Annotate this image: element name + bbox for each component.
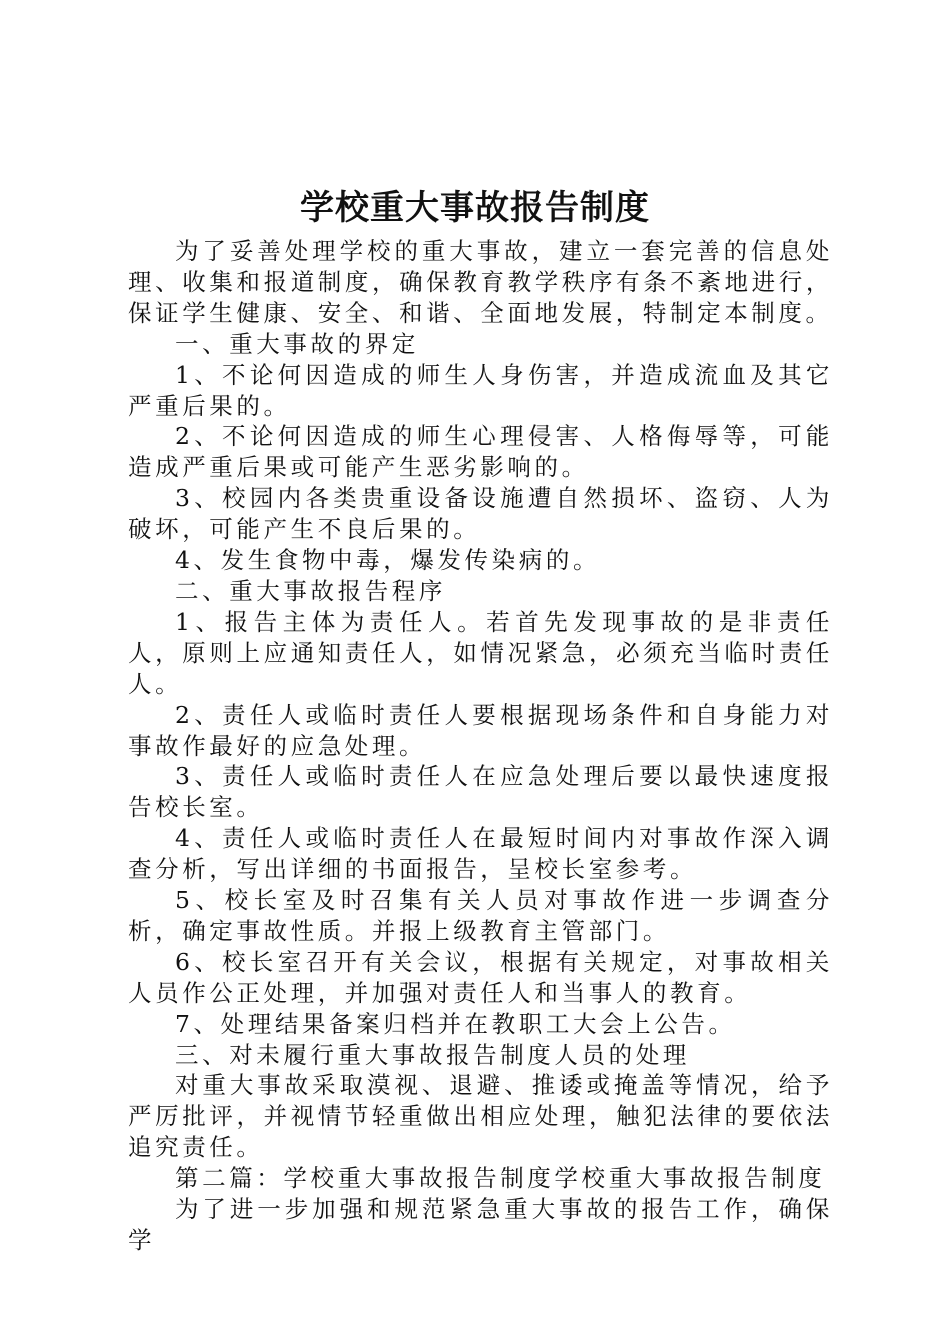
paragraph: 5、校长室及时召集有关人员对事故作进一步调查分析，确定事故性质。并报上级教育主管部门。 — [128, 886, 833, 945]
paragraph: 为了进一步加强和规范紧急重大事故的报告工作，确保学 — [128, 1195, 833, 1254]
paragraph: 4、责任人或临时责任人在最短时间内对事故作深入调查分析，写出详细的书面报告，呈校长室参考。 — [128, 824, 833, 884]
section-heading: 第二篇：学校重大事故报告制度学校重大事故报告制度 — [175, 1164, 826, 1193]
paragraph: 2、责任人或临时责任人要根据现场条件和自身能力对事故作最好的应急处理。 — [128, 700, 833, 760]
paragraph: 1、报告主体为责任人。若首先发现事故的是非责任人，原则上应通知责任人，如情况紧急，必须充当临时责任人。 — [128, 607, 833, 698]
paragraph: 1、不论何因造成的师生人身伤害，并造成流血及其它严重后果的。 — [128, 360, 833, 420]
document-title: 学校重大事故报告制度 — [300, 188, 650, 228]
paragraph: 为了妥善处理学校的重大事故，建立一套完善的信息处理、收集和报道制度，确保教育教学秩序有条不紊地进行，保证学生健康、安全、和谐、全面地发展，特制定本制度。 — [128, 237, 833, 327]
section-heading: 三、对未履行重大事故报告制度人员的处理 — [175, 1040, 690, 1069]
paragraph: 6、校长室召开有关会议，根据有关规定，对事故相关人员作公正处理，并加强对责任人和当事人的教育。 — [128, 947, 833, 1007]
section-heading: 二、重大事故报告程序 — [175, 576, 446, 605]
paragraph: 4、发生食物中毒，爆发传染病的。 — [175, 546, 601, 575]
section-heading: 一、重大事故的界定 — [175, 329, 419, 358]
paragraph: 2、不论何因造成的师生心理侵害、人格侮辱等，可能造成严重后果或可能产生恶劣影响的。 — [128, 422, 833, 482]
paragraph: 3、责任人或临时责任人在应急处理后要以最快速度报告校长室。 — [128, 762, 833, 822]
document-body — [128, 236, 833, 1256]
paragraph: 3、校园内各类贵重设备设施遭自然损坏、盗窃、人为破坏，可能产生不良后果的。 — [128, 484, 833, 544]
paragraph: 对重大事故采取漠视、退避、推诿或掩盖等情况，给予严厉批评，并视情节轻重做出相应处理，触犯法律的要依法追究责任。 — [128, 1071, 833, 1162]
paragraph: 7、处理结果备案归档并在教职工大会上公告。 — [175, 1009, 736, 1038]
